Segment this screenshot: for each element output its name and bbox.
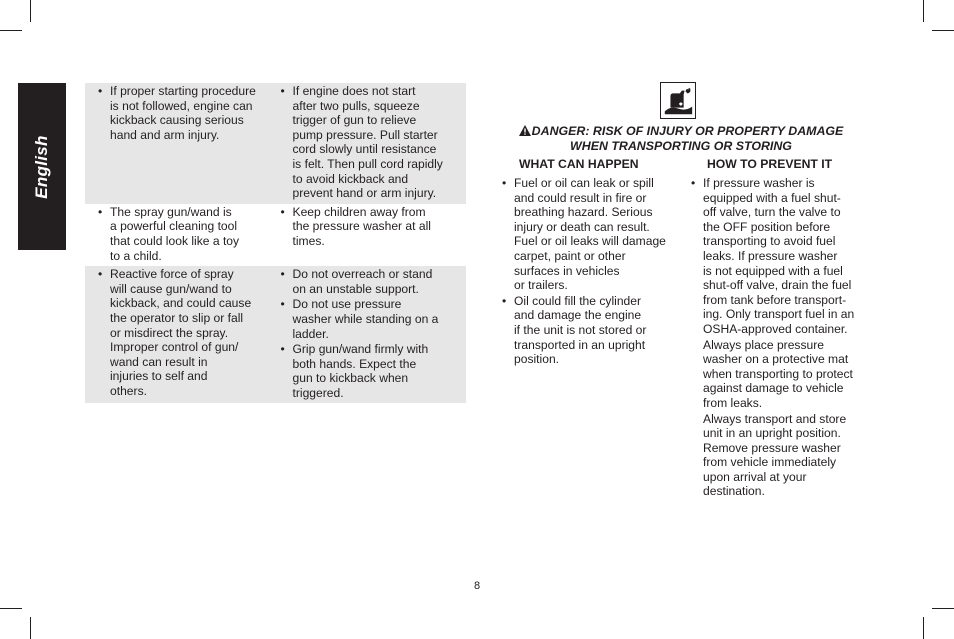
hazard-cell <box>85 204 276 266</box>
fuel-fire-pictogram <box>660 82 696 119</box>
prevention-cell <box>276 83 467 204</box>
how-to-prevent-header: HOW TO PREVENT IT <box>707 157 833 171</box>
prevention-item: • If engine does not start after two pulls, squeeze trigger of gun to relieve pump pressure. Pull starter cord slowly until resistance is felt. Then pull cord rapidly to avoid kickback and prevent hand or arm injury. <box>279 84 463 201</box>
prevention-cell <box>276 266 467 403</box>
crop-mark <box>932 608 954 609</box>
hazard-item: • If proper starting procedure is not followed, engine can kickback causing serious hand and arm injury. <box>96 84 272 142</box>
how-to-prevent-paragraph: Always transport and store unit in an upright position. Remove pressure washer from vehicle immediately upon arrival at your destination. <box>703 411 847 499</box>
hazard-cell <box>85 266 276 403</box>
prevention-item: • Keep children away from the pressure washer at all times. <box>279 205 463 249</box>
language-tab-label: English <box>32 134 51 199</box>
crop-mark <box>0 30 22 31</box>
how-to-prevent-paragraph: Always place pressure washer on a protective mat when transporting to protect against damage to vehicle from leaks. <box>703 337 853 410</box>
hazard-row <box>85 83 466 204</box>
crop-mark <box>30 617 31 639</box>
what-can-happen-header: WHAT CAN HAPPEN <box>519 157 639 171</box>
hazard-item: • Reactive force of spray will cause gun/wand to kickback, and could cause the operator to slip or fall or misdirect the spray. Improper control of gun/ wand can result in injuries to self and others. <box>96 267 272 398</box>
crop-mark <box>30 0 31 22</box>
prevention-item: • Grip gun/wand firmly with both hands. Expect the gun to kickback when triggered. <box>279 342 463 400</box>
what-can-happen-item: • Oil could fill the cylinder and damage the engine if the unit is not stored or transported in an upright position. <box>500 294 685 367</box>
hazard-row <box>85 266 466 403</box>
what-can-happen-item: • Fuel or oil can leak or spill and could result in fire or breathing hazard. Serious injury or death can result. Fuel or oil leaks will damage carpet, paint or other surfaces in vehicles or trailers. <box>500 176 685 293</box>
how-to-prevent-column <box>689 176 869 499</box>
hazard-table <box>85 83 466 403</box>
crop-mark <box>923 617 924 639</box>
fuel-fire-icon <box>661 83 695 118</box>
hazard-row <box>85 204 466 266</box>
hazard-cell <box>85 83 276 204</box>
crop-mark <box>0 608 22 609</box>
danger-heading-text: DANGER: RISK OF INJURY OR PROPERTY DAMAGE WHEN TRANSPORTING OR STORING <box>531 124 844 153</box>
warning-triangle-icon <box>519 125 531 136</box>
danger-heading <box>496 124 866 154</box>
crop-mark <box>932 30 954 31</box>
page-number: 8 <box>473 580 481 592</box>
prevention-item: • Do not overreach or stand on an unstable support. <box>279 267 463 296</box>
crop-mark <box>923 0 924 22</box>
prevention-cell <box>276 204 467 266</box>
how-to-prevent-item: • If pressure washer is equipped with a fuel shut- off valve, turn the valve to the OFF position before transporting to avoid fuel leaks. If pressure washer is not equipped with a fuel shut-off valve, drain the fuel from tank before transport- ing. Only transport fuel in an OSHA-approved container. <box>689 176 869 337</box>
what-can-happen-column <box>500 176 685 368</box>
language-tab <box>18 83 66 250</box>
hazard-item: • The spray gun/wand is a powerful cleaning tool that could look like a toy to a child. <box>96 205 272 263</box>
prevention-item: • Do not use pressure washer while standing on a ladder. <box>279 297 463 341</box>
